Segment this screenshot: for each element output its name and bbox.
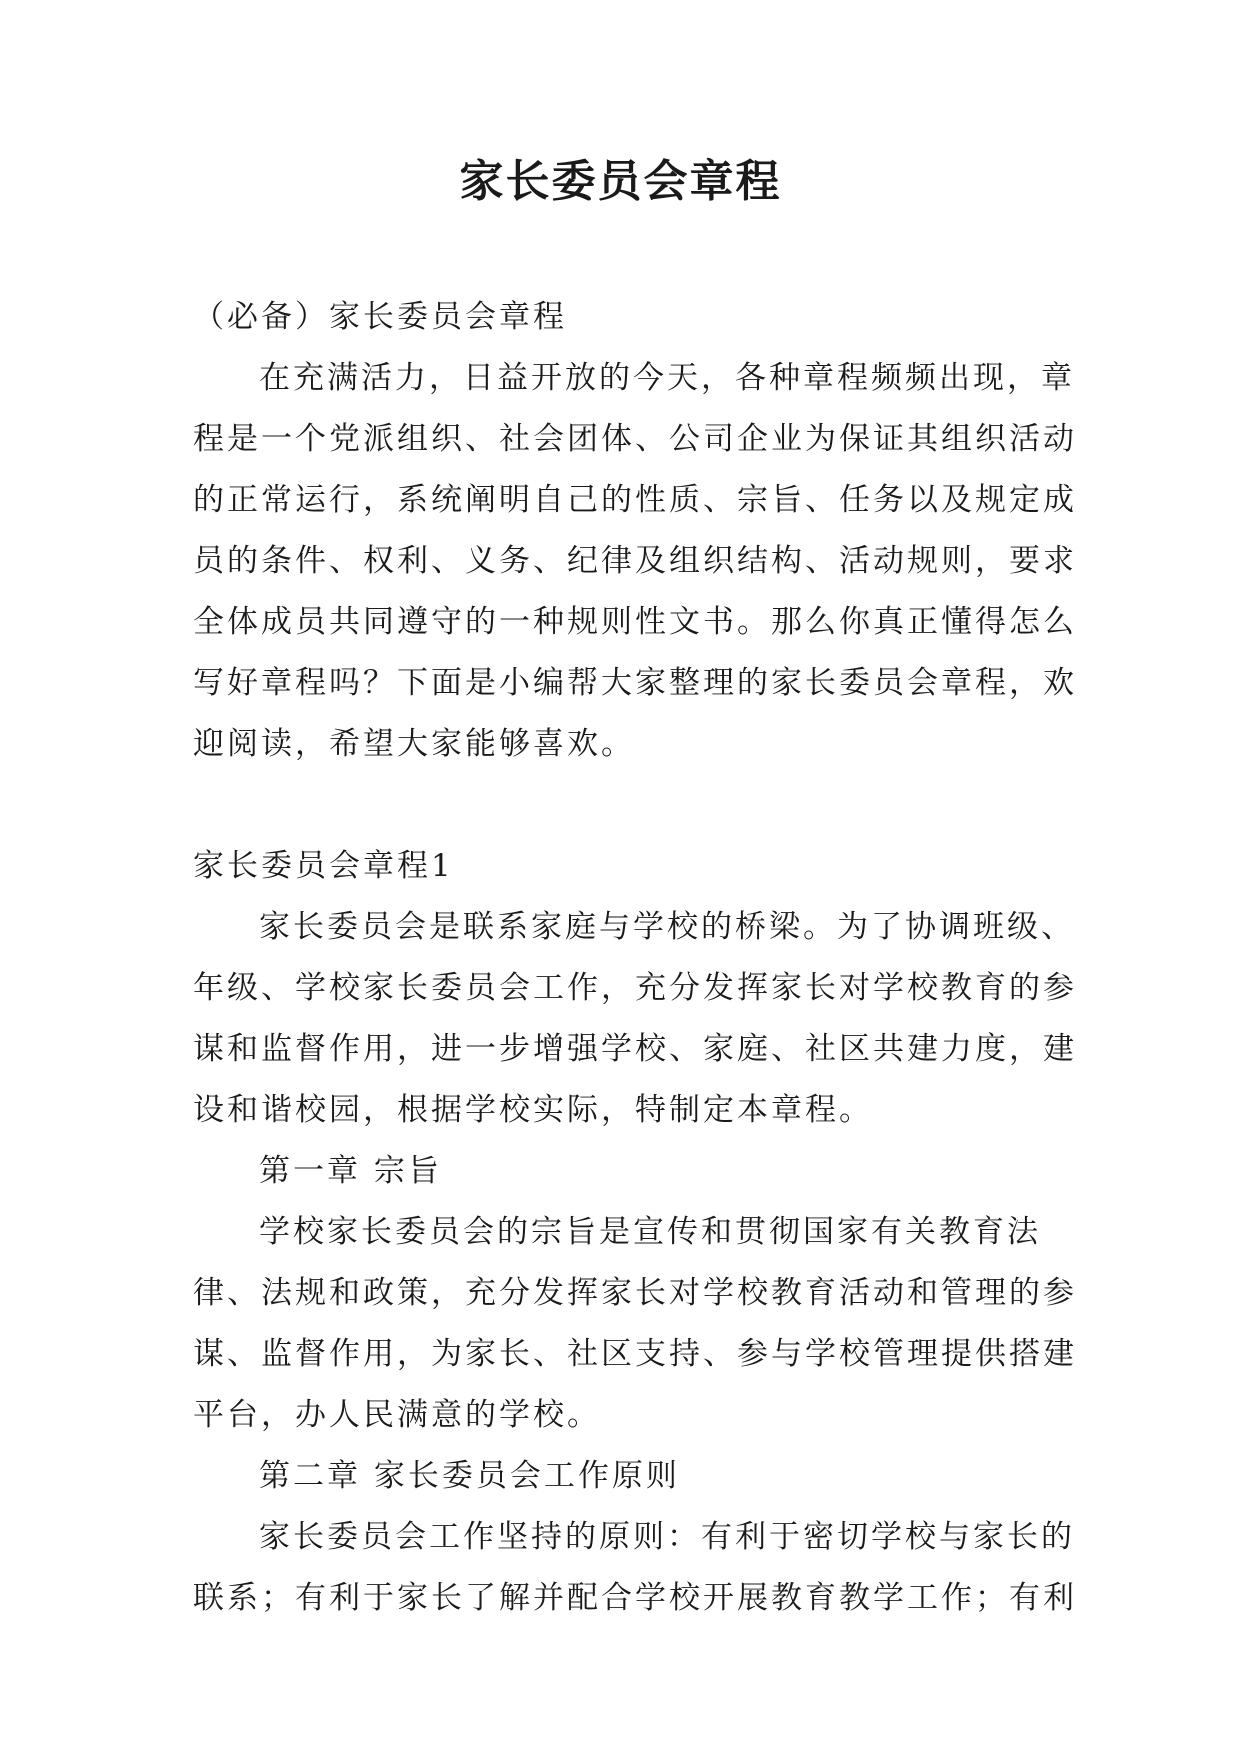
paragraph-spacer	[193, 775, 1053, 836]
paragraph-line: 迎阅读，希望大家能够喜欢。	[193, 726, 635, 762]
section-intro-paragraph	[193, 897, 1077, 1141]
paragraph-line: 写好章程吗？下面是小编帮大家整理的家长委员会章程，欢	[193, 665, 1077, 701]
paragraph-line: 程是一个党派组织、社会团体、公司企业为保证其组织活动	[193, 421, 1077, 457]
paragraph-line: 在充满活力，日益开放的今天，各种章程频频出现，章	[259, 360, 1075, 396]
paragraph-line: 律、法规和政策，充分发挥家长对学校教育活动和管理的参	[193, 1275, 1077, 1311]
paragraph-line: 设和谐校园，根据学校实际，特制定本章程。	[193, 1092, 873, 1128]
paragraph-line: 的正常运行，系统阐明自己的性质、宗旨、任务以及规定成	[193, 482, 1077, 518]
paragraph-line: 平台，办人民满意的学校。	[193, 1397, 601, 1433]
section-title: 家长委员会章程1	[193, 848, 454, 884]
chapter-2-paragraph	[193, 1507, 1077, 1629]
document-title: 家长委员会章程	[459, 156, 782, 207]
paragraph-line: 员的条件、权利、义务、纪律及组织结构、活动规则，要求	[193, 543, 1077, 579]
chapter-1-heading: 第一章 宗旨	[259, 1153, 442, 1189]
paragraph-line: 谋、监督作用，为家长、社区支持、参与学校管理提供搭建	[193, 1336, 1077, 1372]
paragraph-line: 学校家长委员会的宗旨是宣传和贯彻国家有关教育法	[259, 1214, 1041, 1250]
chapter-2-heading: 第二章 家长委员会工作原则	[259, 1458, 680, 1494]
paragraph-line: 年级、学校家长委员会工作，充分发挥家长对学校教育的参	[193, 970, 1077, 1006]
chapter-1-paragraph	[193, 1202, 1077, 1446]
document-subtitle: （必备）家长委员会章程	[193, 299, 567, 335]
paragraph-line: 家长委员会是联系家庭与学校的桥梁。为了协调班级、	[259, 909, 1075, 945]
paragraph-line: 家长委员会工作坚持的原则：有利于密切学校与家长的	[259, 1519, 1075, 1555]
paragraph-line: 全体成员共同遵守的一种规则性文书。那么你真正懂得怎么	[193, 604, 1077, 640]
document-body	[193, 287, 1077, 1629]
intro-paragraph	[193, 348, 1077, 775]
paragraph-line: 联系；有利于家长了解并配合学校开展教育教学工作；有利	[193, 1580, 1077, 1616]
paragraph-line: 谋和监督作用，进一步增强学校、家庭、社区共建力度，建	[193, 1031, 1077, 1067]
